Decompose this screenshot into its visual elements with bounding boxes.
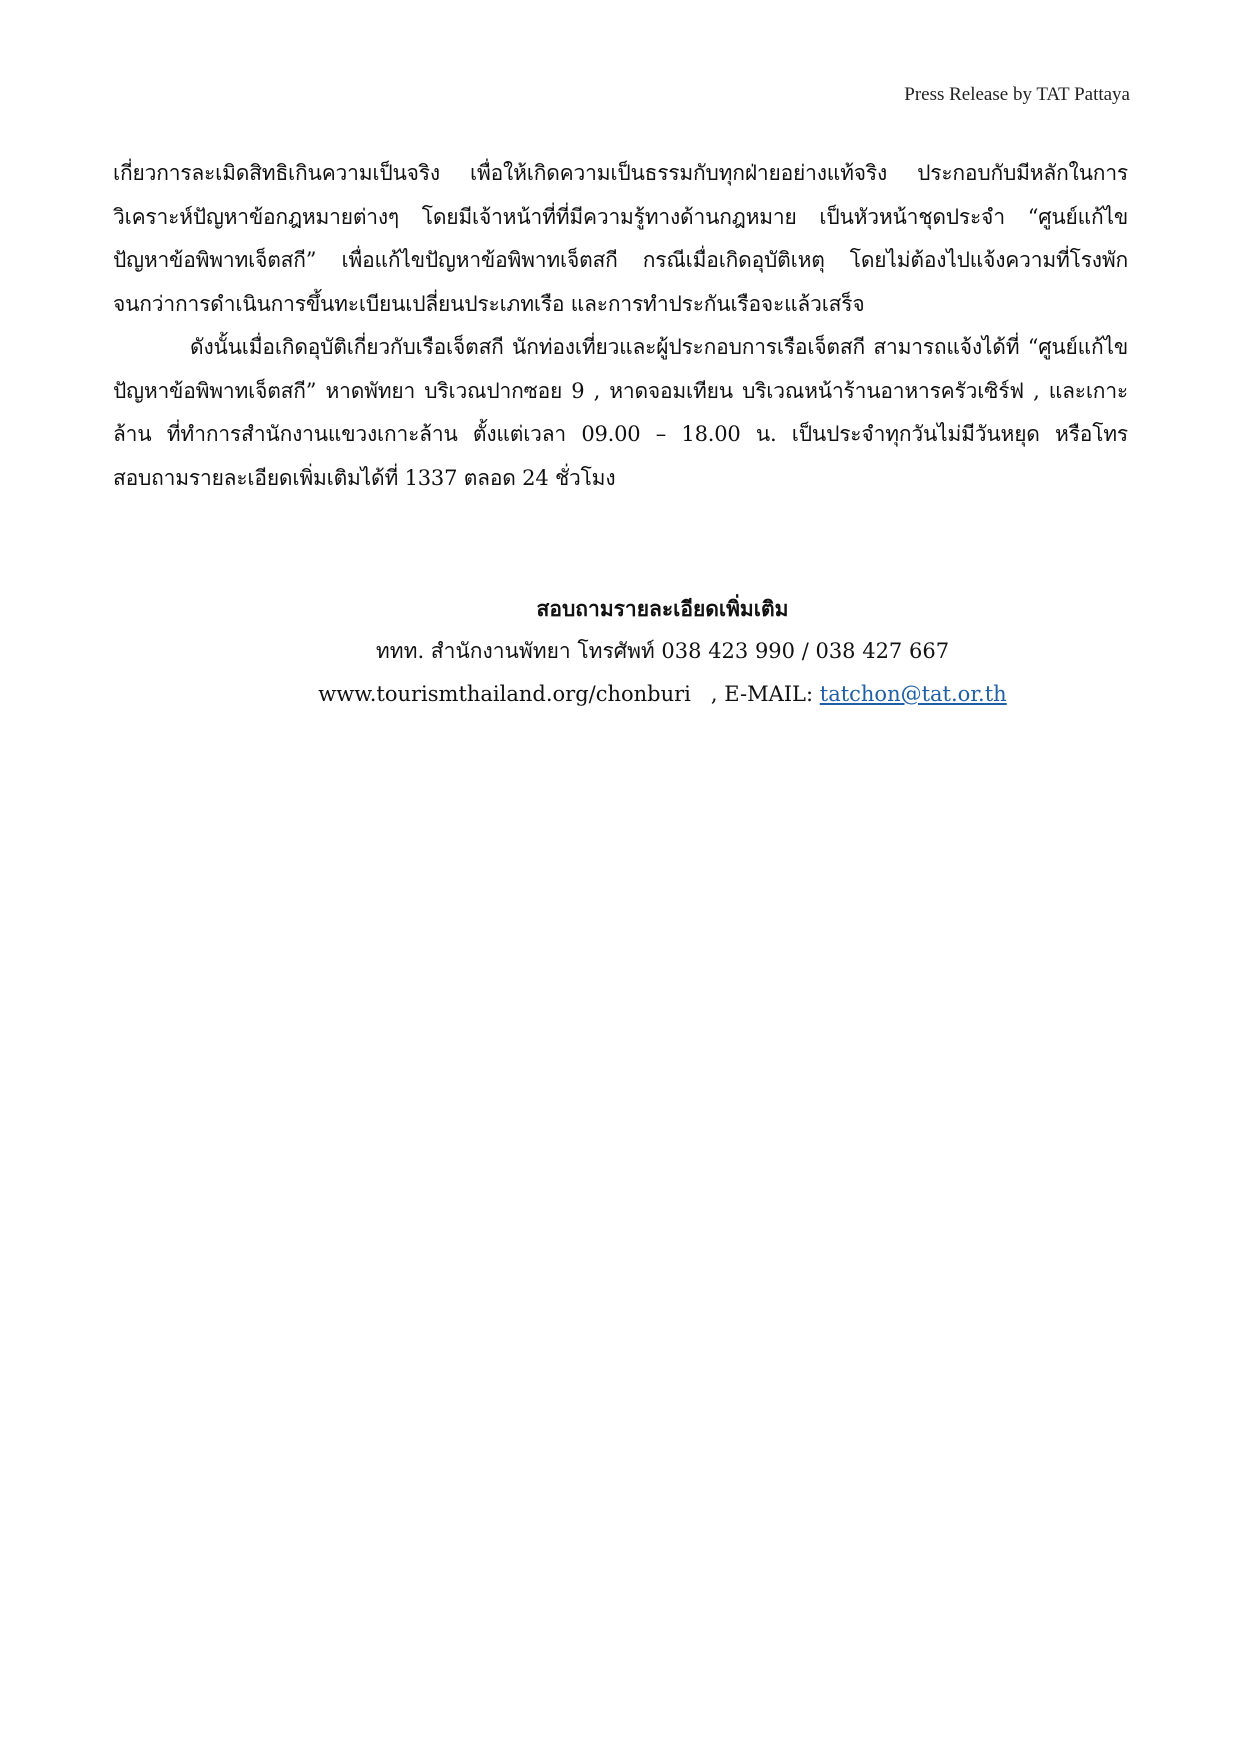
- contact-heading: สอบถามรายละเอียดเพิ่มเติม: [536, 596, 789, 621]
- page-header: Press Release by TAT Pattaya: [904, 84, 1130, 105]
- body-text: [113, 152, 1128, 500]
- contact-web-line: [0, 673, 1240, 716]
- contact-office-line: ททท. สำนักงานพัทยา โทรศัพท์ 038 423 990 / 038 427 667: [375, 639, 950, 663]
- email-link[interactable]: tatchon@tat.or.th: [819, 682, 1007, 706]
- paragraph-report-center: ดังนั้นเมื่อเกิดอุบัติเกี่ยวกับเรือเจ็ตสกี นักท่องเที่ยวและผู้ประกอบการเรือเจ็ตสกี สามารถแจ้งได้ที่ “ศูนย์แก้ไขปัญหาข้อพิพาทเจ็ตสกี” หาดพัทยา บริเวณปากซอย 9 , หาดจอมเทียน บริเวณหน้าร้านอาหารครัวเซิร์ฟ , และเกาะล้าน ที่ทำการสำนักงานแขวงเกาะล้าน ตั้งแต่เวลา 09.00 – 18.00 น. เป็นประจำทุกวันไม่มีวันหยุด หรือโทรสอบถามรายละเอียดเพิ่มเติมได้ที่ 1337 ตลอด 24 ชั่วโมง: [113, 335, 1128, 490]
- contact-block: [0, 587, 1240, 716]
- website-and-email-label: www.tourismthailand.org/chonburi , E-MAIL:: [318, 682, 820, 706]
- paragraph-continuation: เกี่ยวการละเมิดสิทธิเกินความเป็นจริง เพื่อให้เกิดความเป็นธรรมกับทุกฝ่ายอย่างแท้จริง ประกอบกับมีหลักในการวิเคราะห์ปัญหาข้อกฎหมายต่างๆ โดยมีเจ้าหน้าที่ที่มีความรู้ทางด้านกฎหมาย เป็นหัวหน้าชุดประจำ “ศูนย์แก้ไขปัญหาข้อพิพาทเจ็ตสกี” เพื่อแก้ไขปัญหาข้อพิพาทเจ็ตสกี กรณีเมื่อเกิดอุบัติเหตุ โดยไม่ต้องไปแจ้งความที่โรงพักจนกว่าการดำเนินการขึ้นทะเบียนเปลี่ยนประเภทเรือ และการทำประกันเรือจะแล้วเสร็จ: [113, 161, 1128, 316]
